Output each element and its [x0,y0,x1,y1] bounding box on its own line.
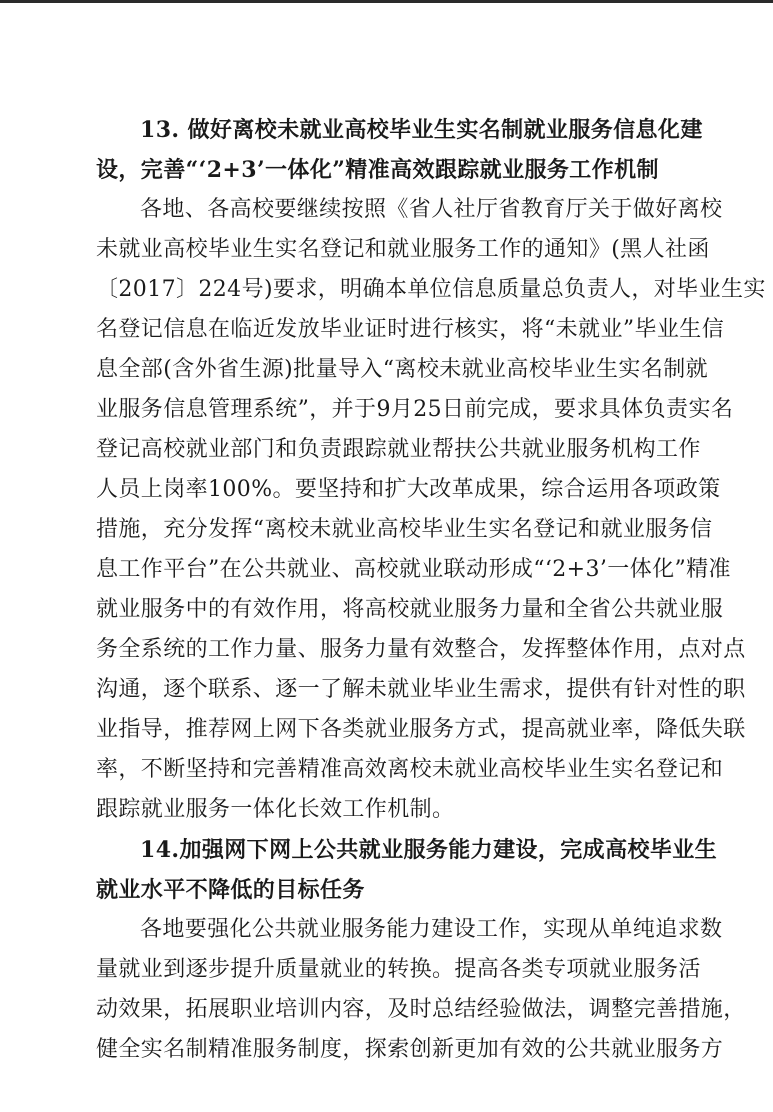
section-13-paragraph-line: 息工作平台”在公共就业、高校就业联动形成“‘2+3’一体化”精准 [96,557,731,582]
section-13-heading-line-2: 设，完善“‘2+3’一体化”精准高效跟踪就业服务工作机制 [96,157,659,183]
section-13-paragraph-line: 率，不断坚持和完善精准高效离校未就业高校毕业生实名登记和 [96,757,724,782]
section-14-paragraph-line: 动效果，拓展职业培训内容，及时总结经验做法，调整完善措施， [96,997,746,1022]
section-14-heading-line-1: 14.加强网下网上公共就业服务能力建设，完成高校毕业生 [140,837,718,863]
section-13-paragraph-line: 就业服务中的有效作用，将高校就业服务力量和全省公共就业服 [96,597,724,622]
section-13-paragraph-line: 〔2017〕224号)要求，明确本单位信息质量总负责人，对毕业生实 [96,277,766,302]
section-14-heading-line-2: 就业水平不降低的目标任务 [96,877,365,903]
section-13-paragraph-line: 登记高校就业部门和负责跟踪就业帮扶公共就业服务机构工作 [96,437,701,462]
section-13-paragraph-line: 业指导，推荐网上网下各类就业服务方式，提高就业率，降低失联 [96,717,746,742]
section-13-paragraph-line: 息全部(含外省生源)批量导入“离校未就业高校毕业生实名制就 [96,357,709,382]
section-13-paragraph-line: 名登记信息在临近发放毕业证时进行核实，将“未就业”毕业生信 [96,317,725,342]
section-14-paragraph-line: 健全实名制精准服务制度，探索创新更加有效的公共就业服务方 [96,1037,724,1062]
section-13-heading-line-1: 13. 做好离校未就业高校毕业生实名制就业服务信息化建 [140,117,703,143]
section-14-paragraph-line: 各地要强化公共就业服务能力建设工作，实现从单纯追求数 [140,917,723,942]
section-13-paragraph-line: 未就业高校毕业生实名登记和就业服务工作的通知》(黑人社函 [96,237,710,262]
section-13-paragraph-line: 沟通，逐个联系、逐一了解未就业毕业生需求，提供有针对性的职 [96,677,746,702]
section-14-paragraph-line: 量就业到逐步提升质量就业的转换。提高各类专项就业服务活 [96,957,701,982]
section-13-paragraph-line: 务全系统的工作力量、服务力量有效整合，发挥整体作用，点对点 [96,637,746,662]
section-13-paragraph-line: 人员上岗率100%。要坚持和扩大改革成果，综合运用各项政策 [96,477,721,502]
section-13-paragraph-line: 业服务信息管理系统”，并于9月25日前完成，要求具体负责实名 [96,397,734,422]
section-13-paragraph-line: 措施，充分发挥“离校未就业高校毕业生实名登记和就业服务信 [96,517,713,542]
section-13-paragraph-last-line: 跟踪就业服务一体化长效工作机制。 [96,797,455,822]
section-13-paragraph-line: 各地、各高校要继续按照《省人社厅省教育厅关于做好离校 [140,197,723,222]
